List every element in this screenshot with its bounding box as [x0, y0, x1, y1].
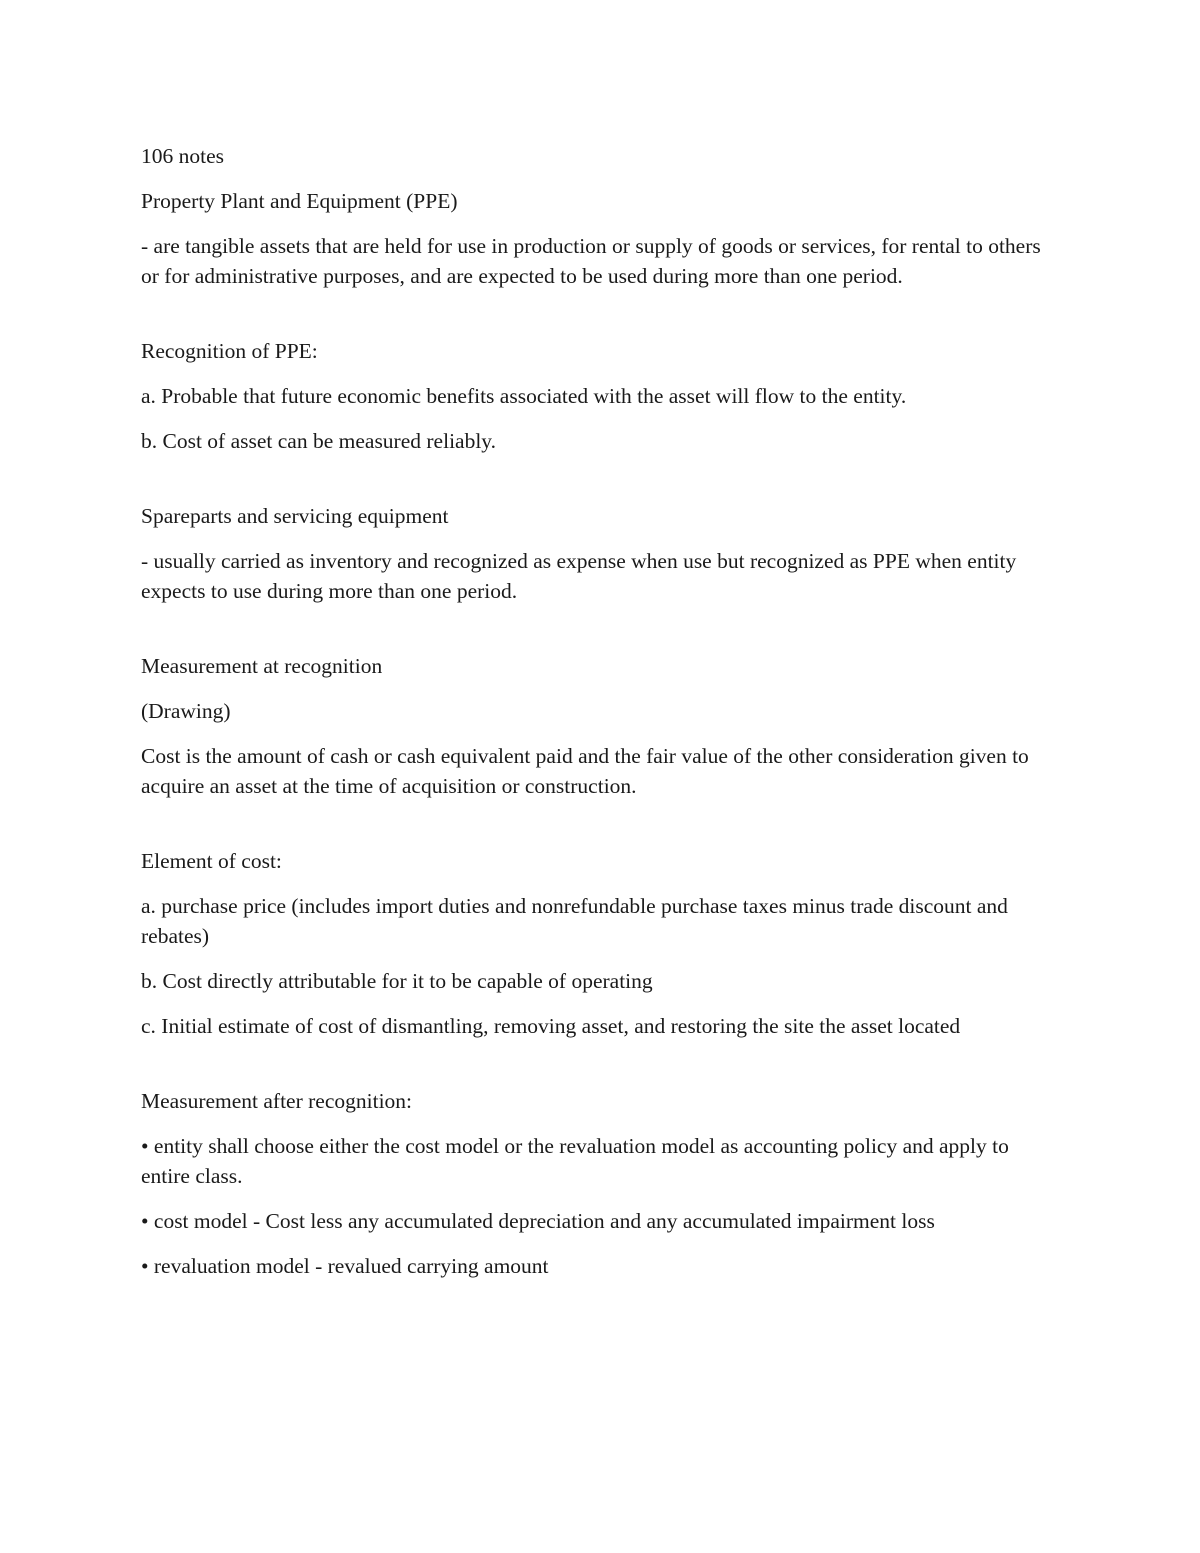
- recognition-item-a: a. Probable that future economic benefits associated with the asset will flow to the entity.: [141, 384, 907, 408]
- after-bullet-2: • cost model - Cost less any accumulated depreciation and any accumulated impairment loss: [141, 1209, 935, 1233]
- spareparts-text: - usually carried as inventory and recognized as expense when use but recognized as PPE when entity expects to use during more than one period.: [141, 549, 1017, 603]
- element-item-b: b. Cost directly attributable for it to be capable of operating: [141, 969, 653, 993]
- recognition-heading: Recognition of PPE:: [141, 339, 318, 363]
- element-item-a: a. purchase price (includes import duties and nonrefundable purchase taxes minus trade discount and rebates): [141, 894, 1008, 948]
- ppe-heading: Property Plant and Equipment (PPE): [141, 189, 458, 213]
- measurement-heading: Measurement at recognition: [141, 654, 383, 678]
- recognition-item-b: b. Cost of asset can be measured reliably.: [141, 429, 497, 453]
- after-bullet-3: • revaluation model - revalued carrying amount: [141, 1254, 549, 1278]
- element-heading: Element of cost:: [141, 849, 282, 873]
- spareparts-heading: Spareparts and servicing equipment: [141, 504, 449, 528]
- after-bullet-1: • entity shall choose either the cost model or the revaluation model as accounting policy and apply to entire class.: [141, 1134, 1009, 1188]
- document-title: 106 notes: [141, 144, 225, 168]
- drawing-note: (Drawing): [141, 699, 231, 723]
- document-body: [141, 141, 1061, 1296]
- after-recognition-heading: Measurement after recognition:: [141, 1089, 413, 1113]
- ppe-definition: - are tangible assets that are held for use in production or supply of goods or services, for rental to others or for administrative purposes, and are expected to be used during more than one period.: [141, 234, 1041, 288]
- element-item-c: c. Initial estimate of cost of dismantling, removing asset, and restoring the site the asset located: [141, 1014, 961, 1038]
- cost-definition: Cost is the amount of cash or cash equivalent paid and the fair value of the other consideration given to acquire an asset at the time of acquisition or construction.: [141, 744, 1029, 798]
